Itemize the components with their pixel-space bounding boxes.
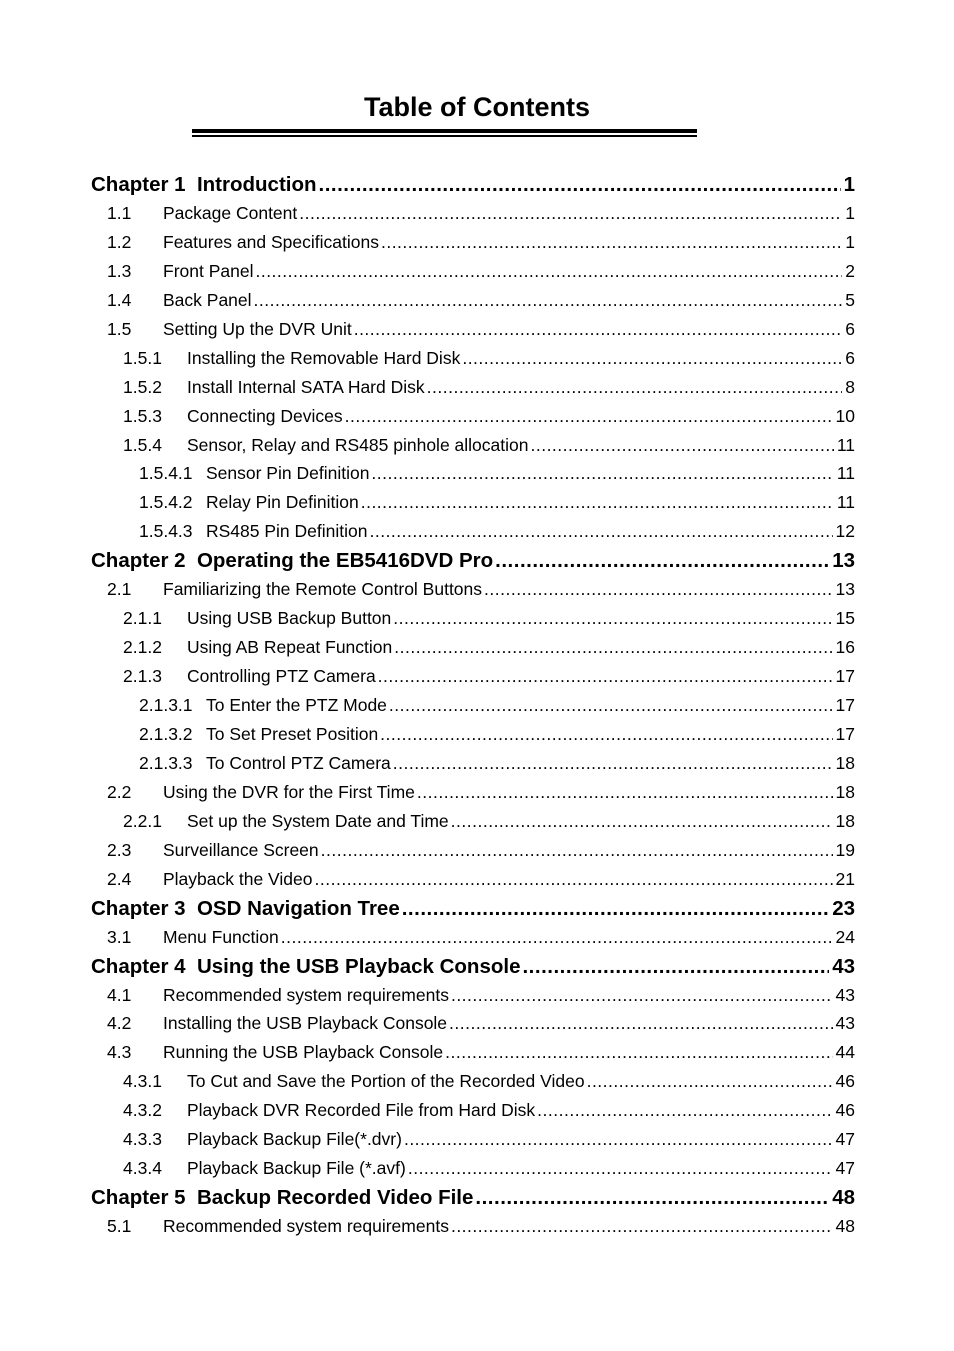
- toc-entry-page: 11: [836, 463, 855, 484]
- toc-entry-page: 47: [835, 1129, 855, 1150]
- toc-entry-number: 4.3.2: [123, 1100, 162, 1121]
- toc-dot-leader: [587, 1067, 833, 1096]
- toc-dot-leader: [254, 286, 843, 315]
- toc-entry-number: 1.5.4.3: [139, 521, 193, 542]
- toc-entry-page: 12: [835, 521, 855, 542]
- toc-entry-page: 43: [835, 984, 855, 1005]
- toc-entry-number: 1.5.3: [123, 405, 162, 426]
- toc-dot-leader: [445, 1038, 832, 1067]
- toc-dot-leader: [475, 1183, 829, 1212]
- toc-entry[interactable]: [91, 1096, 855, 1125]
- toc-dot-leader: [484, 575, 833, 604]
- toc-entry-title: Using AB Repeat Function: [187, 637, 393, 658]
- toc-entry[interactable]: [91, 257, 855, 286]
- toc-entry-title: Playback the Video: [163, 868, 313, 889]
- toc-entry-page: 43: [832, 954, 855, 978]
- toc-entry-title: Installing the Removable Hard Disk: [187, 347, 461, 368]
- toc-entry-page: 6: [845, 347, 855, 368]
- toc-entry-number: 1.5: [107, 318, 132, 339]
- toc-entry-number: 1.5.4.2: [139, 492, 193, 513]
- toc-entry-title: Recommended system requirements: [163, 1216, 449, 1237]
- toc-entry[interactable]: [91, 1154, 855, 1183]
- toc-entry[interactable]: [91, 923, 855, 952]
- toc-entry-page: 8: [845, 376, 855, 397]
- toc-entry-title: OSD Navigation Tree: [196, 896, 400, 920]
- toc-entry-page: 44: [835, 1042, 855, 1063]
- toc-entry-number: 1.2: [107, 231, 132, 252]
- toc-entry-number: Chapter 5: [91, 1186, 197, 1210]
- toc-entry[interactable]: [91, 517, 855, 546]
- toc-entry-number: 2.1.3: [123, 666, 162, 687]
- toc-dot-leader: [389, 691, 833, 720]
- toc-dot-leader: [417, 778, 833, 807]
- toc-dot-leader: [354, 315, 843, 344]
- toc-entry[interactable]: [91, 749, 855, 778]
- toc-entry-page: 19: [835, 839, 855, 860]
- toc-entry-title: Set up the System Date and Time: [187, 810, 449, 831]
- toc-entry-number: 2.4: [107, 868, 132, 889]
- toc-dot-leader: [255, 257, 842, 286]
- toc-chapter-entry[interactable]: [91, 170, 855, 199]
- toc-dot-leader: [522, 952, 829, 981]
- toc-entry[interactable]: [91, 402, 855, 431]
- toc-entry-number: 2.2.1: [123, 810, 162, 831]
- toc-entry-page: 17: [835, 666, 855, 687]
- toc-entry-page: 11: [836, 492, 855, 513]
- toc-entry-page: 18: [835, 781, 855, 802]
- toc-entry[interactable]: [91, 315, 855, 344]
- toc-entry-title: Sensor, Relay and RS485 pinhole allocation: [187, 434, 529, 455]
- toc-entry[interactable]: [91, 865, 855, 894]
- toc-entry-number: 4.3.4: [123, 1158, 162, 1179]
- toc-entry-page: 13: [835, 579, 855, 600]
- toc-dot-leader: [449, 1009, 832, 1038]
- toc-dot-leader: [451, 807, 833, 836]
- toc-entry-title: Operating the EB5416DVD Pro: [196, 549, 494, 573]
- toc-dot-leader: [530, 431, 833, 460]
- toc-entry-title: Connecting Devices: [187, 405, 343, 426]
- toc-dot-leader: [371, 459, 833, 488]
- toc-dot-leader: [495, 546, 829, 575]
- toc-entry[interactable]: [91, 1212, 855, 1241]
- toc-entry[interactable]: [91, 836, 855, 865]
- toc-dot-leader: [394, 633, 832, 662]
- toc-entry-title: RS485 Pin Definition: [206, 521, 368, 542]
- toc-entry-title: Backup Recorded Video File: [196, 1186, 474, 1210]
- toc-entry[interactable]: [91, 199, 855, 228]
- toc-entry-title: To Set Preset Position: [206, 723, 379, 744]
- toc-entry[interactable]: [91, 431, 855, 460]
- toc-entry[interactable]: [91, 228, 855, 257]
- toc-chapter-entry[interactable]: [91, 1183, 855, 1212]
- toc-entry-title: Using the DVR for the First Time: [163, 781, 415, 802]
- toc-dot-leader: [393, 749, 833, 778]
- toc-dot-leader: [462, 344, 842, 373]
- toc-entry-page: 15: [835, 608, 855, 629]
- toc-entry-page: 1: [843, 173, 855, 196]
- toc-dot-leader: [319, 170, 841, 199]
- toc-entry-title: Using USB Backup Button: [187, 608, 392, 629]
- toc-entry[interactable]: [91, 344, 855, 373]
- toc-entry-page: 46: [835, 1071, 855, 1092]
- title-underline-thin: [192, 135, 697, 137]
- toc-dot-leader: [404, 1125, 833, 1154]
- toc-entry-page: 16: [835, 637, 855, 658]
- toc-entry-page: 10: [835, 405, 855, 426]
- toc-entry-number: 1.5.1: [123, 347, 162, 368]
- toc-entry-number: 5.1: [107, 1216, 132, 1237]
- toc-entry[interactable]: [91, 488, 855, 517]
- toc-entry-number: 2.3: [107, 839, 132, 860]
- toc-entry[interactable]: [91, 778, 855, 807]
- toc-entry-title: Package Content: [163, 203, 298, 223]
- toc-entry-page: 24: [835, 926, 855, 947]
- toc-entry-number: 2.1.3.1: [139, 695, 193, 715]
- toc-chapter-entry[interactable]: [91, 894, 855, 923]
- toc-dot-leader: [393, 604, 832, 633]
- toc-entry-title: To Control PTZ Camera: [206, 752, 391, 773]
- toc-dot-leader: [427, 373, 843, 402]
- toc-entry-title: Playback Backup File (*.avf): [187, 1158, 406, 1179]
- toc-dot-leader: [378, 662, 833, 691]
- toc-dot-leader: [345, 402, 833, 431]
- toc-dot-leader: [402, 894, 829, 923]
- toc-entry-number: Chapter 1: [91, 173, 197, 196]
- toc-entry[interactable]: [91, 662, 855, 691]
- toc-entry[interactable]: [91, 459, 855, 488]
- toc-entry-page: 21: [835, 868, 855, 889]
- toc-entry-title: Using the USB Playback Console: [196, 954, 521, 978]
- toc-entry-number: 1.5.4.1: [139, 463, 193, 484]
- toc-entry-number: 4.3.3: [123, 1129, 162, 1150]
- toc-entry-title: Front Panel: [163, 260, 254, 281]
- toc-entry-title: Surveillance Screen: [163, 839, 319, 860]
- toc-chapter-entry[interactable]: [91, 952, 855, 981]
- toc-entry-number: 4.1: [107, 984, 132, 1005]
- toc-entry[interactable]: [91, 720, 855, 749]
- toc-entry-page: 43: [835, 1013, 855, 1034]
- toc-dot-leader: [361, 488, 834, 517]
- toc-entry-page: 47: [835, 1158, 855, 1179]
- toc-entry[interactable]: [91, 691, 855, 720]
- toc-entry-title: To Cut and Save the Portion of the Recorded Video: [187, 1071, 585, 1092]
- toc-dot-leader: [381, 228, 842, 257]
- toc-dot-leader: [408, 1154, 833, 1183]
- toc-list: [91, 170, 855, 1241]
- toc-entry-number: 1.4: [107, 289, 132, 310]
- toc-entry-page: 1: [845, 203, 855, 223]
- toc-dot-leader: [537, 1096, 832, 1125]
- toc-entry-page: 13: [832, 549, 855, 573]
- title-underline-thick: [192, 129, 697, 133]
- toc-entry[interactable]: [91, 604, 855, 633]
- toc-entry-number: 3.1: [107, 926, 132, 947]
- toc-entry-page: 18: [835, 810, 855, 831]
- toc-entry-title: Features and Specifications: [163, 231, 379, 252]
- toc-entry-title: Back Panel: [163, 289, 252, 310]
- toc-entry-page: 18: [835, 752, 855, 773]
- toc-entry[interactable]: [91, 1125, 855, 1154]
- toc-entry[interactable]: [91, 1038, 855, 1067]
- toc-entry[interactable]: [91, 1067, 855, 1096]
- toc-entry-number: 4.3.1: [123, 1071, 162, 1092]
- toc-entry-page: 48: [832, 1186, 855, 1210]
- toc-entry[interactable]: [91, 807, 855, 836]
- toc-entry-page: 48: [835, 1216, 855, 1237]
- toc-entry-title: Setting Up the DVR Unit: [163, 318, 352, 339]
- toc-entry-number: 1.5.2: [123, 376, 162, 397]
- toc-entry[interactable]: [91, 373, 855, 402]
- page-title: Table of Contents: [364, 92, 590, 122]
- toc-entry-page: 2: [845, 260, 855, 281]
- toc-entry-title: Install Internal SATA Hard Disk: [187, 376, 425, 397]
- toc-entry[interactable]: [91, 981, 855, 1010]
- toc-entry-number: 2.2: [107, 781, 132, 802]
- toc-entry-page: 5: [845, 289, 855, 310]
- toc-entry-title: Playback DVR Recorded File from Hard Disk: [187, 1100, 536, 1121]
- toc-entry-title: Running the USB Playback Console: [163, 1042, 444, 1063]
- toc-dot-leader: [315, 865, 833, 894]
- toc-entry-number: 4.2: [107, 1013, 132, 1034]
- toc-entry-number: 2.1.3.3: [139, 752, 193, 773]
- toc-entry-number: 1.1: [107, 203, 132, 223]
- toc-dot-leader: [451, 981, 833, 1010]
- toc-entry-title: Playback Backup File(*.dvr): [187, 1129, 402, 1150]
- toc-entry-title: Familiarizing the Remote Control Buttons: [163, 579, 483, 600]
- toc-chapter-entry[interactable]: [91, 546, 855, 575]
- toc-entry-title: Controlling PTZ Camera: [187, 666, 376, 687]
- toc-entry-title: Introduction: [196, 173, 317, 196]
- toc-entry-title: Menu Function: [163, 926, 279, 947]
- toc-dot-leader: [281, 923, 833, 952]
- toc-entry-title: To Enter the PTZ Mode: [206, 695, 387, 715]
- toc-entry-number: 2.1.3.2: [139, 723, 193, 744]
- toc-dot-leader: [451, 1212, 833, 1241]
- toc-entry-page: 17: [835, 723, 855, 744]
- toc-entry-page: 17: [835, 695, 855, 715]
- toc-entry-page: 23: [832, 896, 855, 920]
- toc-entry-title: Sensor Pin Definition: [206, 463, 370, 484]
- toc-entry-page: 11: [836, 434, 855, 455]
- toc-entry[interactable]: [91, 286, 855, 315]
- toc-entry[interactable]: [91, 575, 855, 604]
- toc-entry-number: Chapter 2: [91, 549, 197, 573]
- toc-entry-number: 2.1.2: [123, 637, 162, 658]
- toc-entry-page: 6: [845, 318, 855, 339]
- toc-dot-leader: [299, 199, 842, 228]
- toc-dot-leader: [369, 517, 832, 546]
- toc-entry-title: Recommended system requirements: [163, 984, 449, 1005]
- toc-entry-page: 1: [845, 231, 855, 252]
- toc-entry-number: 2.1.1: [123, 608, 162, 629]
- toc-entry[interactable]: [91, 633, 855, 662]
- toc-entry-number: 4.3: [107, 1042, 132, 1063]
- toc-entry[interactable]: [91, 1009, 855, 1038]
- toc-entry-title: Installing the USB Playback Console: [163, 1013, 448, 1034]
- toc-entry-page: 46: [835, 1100, 855, 1121]
- toc-dot-leader: [321, 836, 833, 865]
- toc-entry-number: Chapter 3: [91, 896, 197, 920]
- toc-dot-leader: [380, 720, 832, 749]
- toc-entry-number: 2.1: [107, 579, 132, 600]
- toc-entry-title: Relay Pin Definition: [206, 492, 359, 513]
- toc-entry-number: Chapter 4: [91, 954, 197, 978]
- toc-entry-number: 1.5.4: [123, 434, 162, 455]
- title-underline: [192, 129, 697, 137]
- toc-entry-number: 1.3: [107, 260, 132, 281]
